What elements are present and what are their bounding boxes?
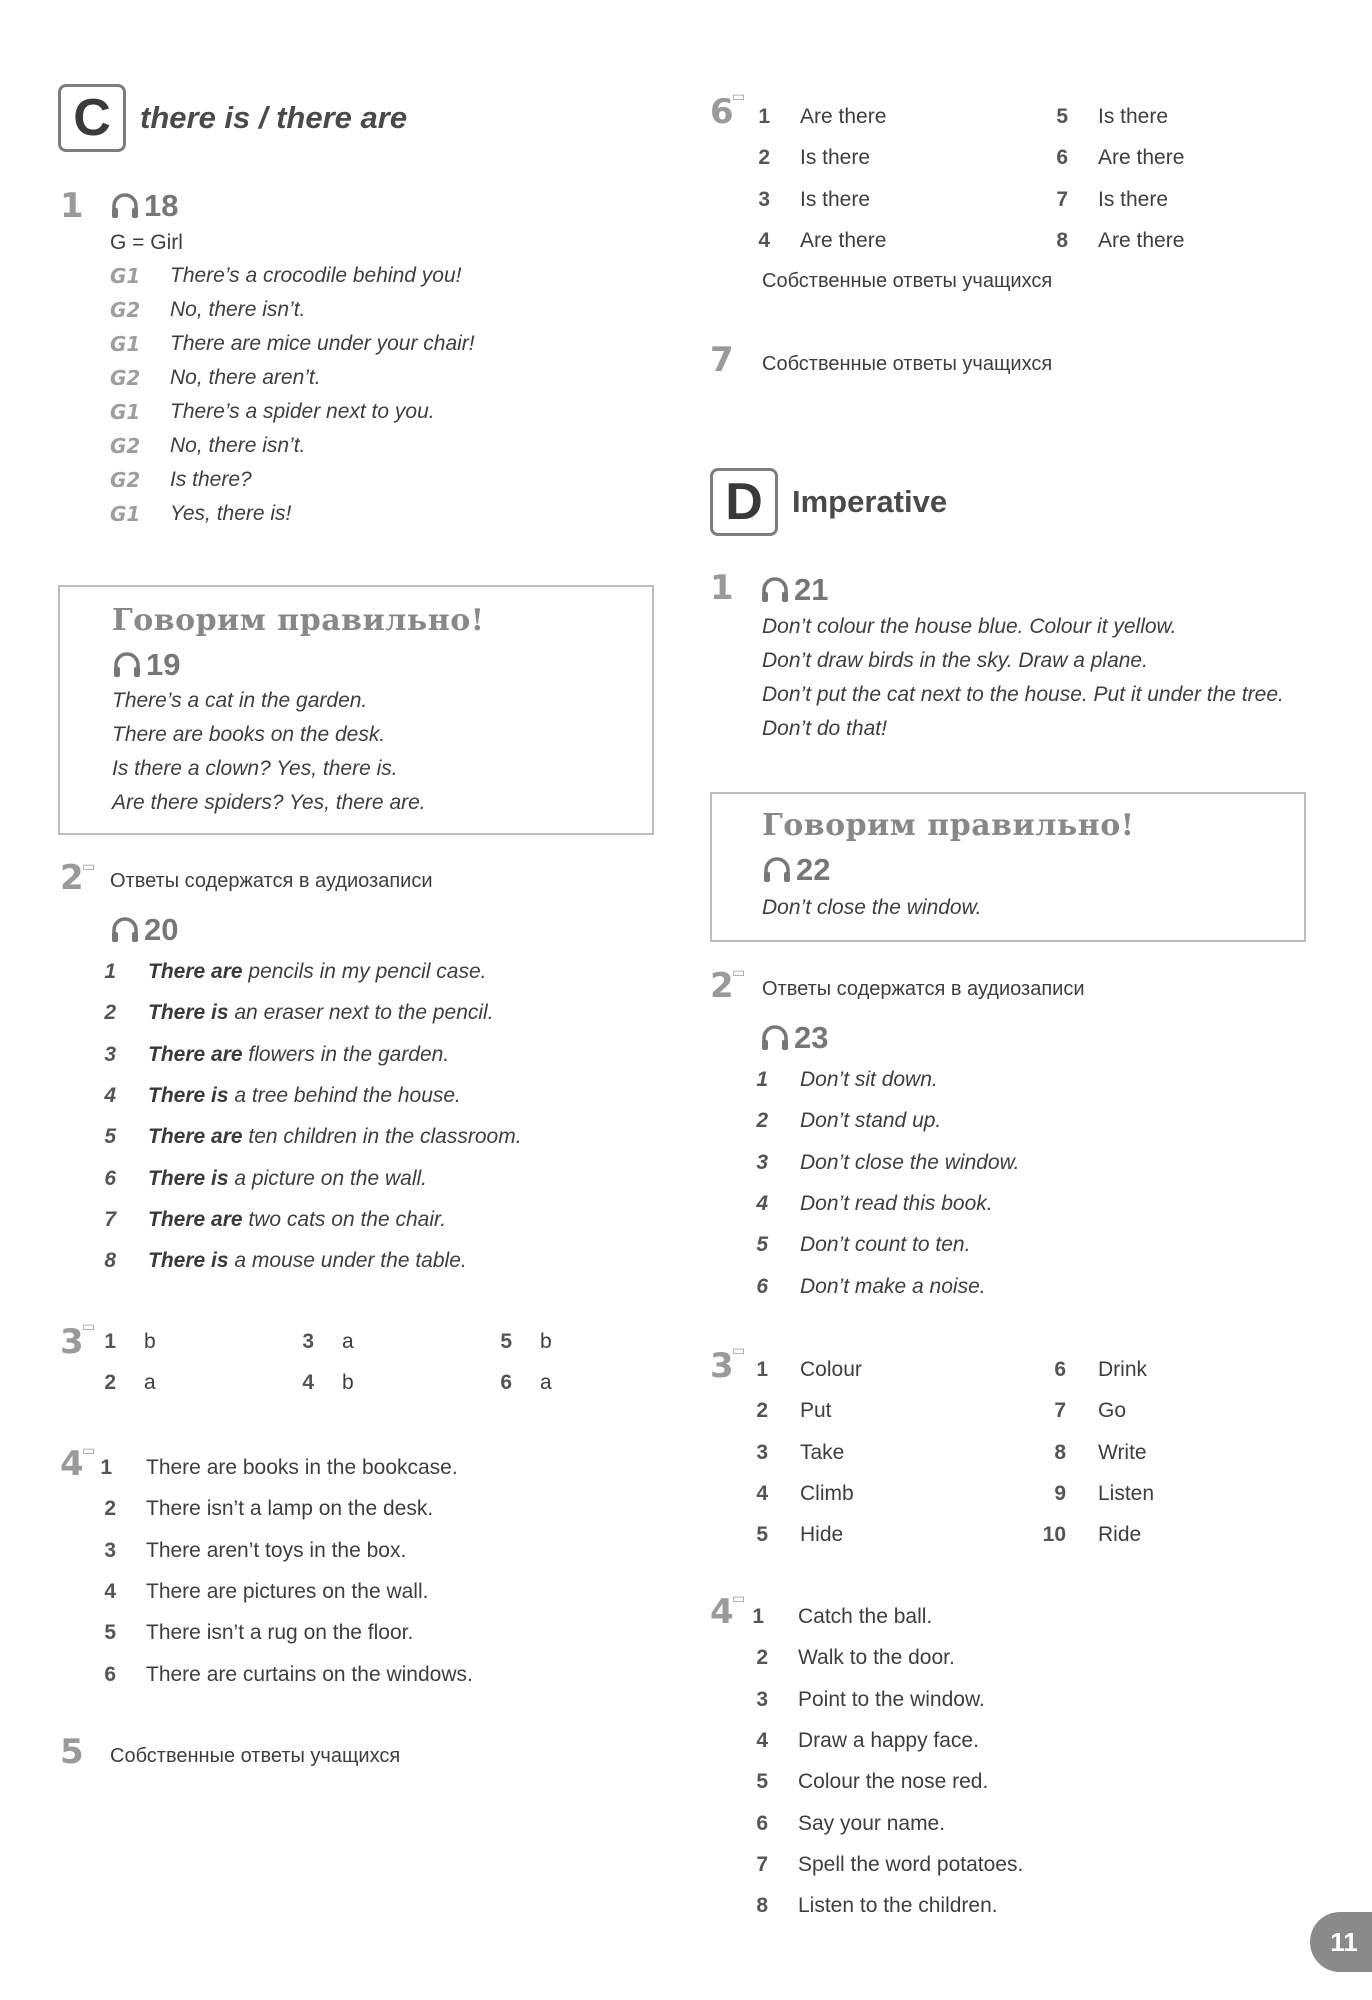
- item-number: 4: [104, 1083, 116, 1107]
- item-number: 3: [756, 1440, 768, 1464]
- item-number: 2: [104, 1001, 116, 1025]
- answer-line: Is there: [1098, 187, 1169, 211]
- exercise-number: 3: [60, 1322, 84, 1362]
- item-number: 6: [756, 1274, 768, 1298]
- answer-line: There isn’t a rug on the floor.: [146, 1621, 414, 1645]
- box-line: Are there spiders? Yes, there are.: [112, 791, 426, 814]
- item-number: 6: [1056, 146, 1068, 170]
- answer-line: Walk to the door.: [798, 1646, 955, 1670]
- item-number: 4: [104, 1579, 116, 1603]
- answer-bold: There are: [148, 1042, 243, 1066]
- item-number: 1: [104, 960, 116, 983]
- answer-line: Don’t close the window.: [800, 1150, 1020, 1174]
- imperative-line: Don’t do that!: [762, 717, 887, 740]
- speech-bubble-icon: ▭: [82, 1318, 96, 1334]
- answer-letter: b: [144, 1330, 156, 1353]
- speaker-label: G2: [110, 468, 141, 492]
- answer-rest: a tree behind the house.: [228, 1083, 461, 1107]
- answer-line: Catch the ball.: [798, 1605, 933, 1628]
- answer-line: [148, 1043, 449, 1067]
- item-number: 3: [104, 1538, 116, 1562]
- answer-line: Ride: [1098, 1523, 1142, 1547]
- imperative-line: Don’t colour the house blue. Colour it yellow.: [762, 615, 1177, 638]
- speech-bubble-icon: ▭: [732, 1590, 746, 1606]
- item-number: 2: [756, 1399, 768, 1423]
- answer-rest: a picture on the wall.: [228, 1166, 427, 1190]
- imperative-line: Don’t put the cat next to the house. Put it under the tree.: [762, 683, 1284, 706]
- box-title: Говорим правильно!: [112, 603, 485, 638]
- exercise-note: Собственные ответы учащихся: [110, 1745, 401, 1767]
- answer-line: Put: [800, 1399, 832, 1423]
- speaker-legend: G = Girl: [110, 231, 183, 254]
- answer-line: [148, 1249, 467, 1273]
- dialogue-line: No, there isn’t.: [170, 298, 306, 321]
- answer-letter: a: [342, 1330, 354, 1353]
- answer-bold: There are: [148, 1125, 243, 1149]
- item-number: 1: [104, 1330, 116, 1353]
- answer-line: Don’t make a noise.: [800, 1274, 986, 1298]
- item-number: 7: [1056, 187, 1068, 211]
- box-line: There’s a cat in the garden.: [112, 689, 368, 712]
- dialogue-line: Yes, there is!: [170, 502, 292, 525]
- item-number: 2: [104, 1497, 116, 1521]
- answer-rest: ten children in the classroom.: [242, 1125, 522, 1149]
- answer-line: Don’t count to ten.: [800, 1233, 971, 1257]
- section-d-header: [710, 468, 947, 536]
- answer-line: [148, 960, 487, 984]
- audio-track: [760, 1020, 828, 1056]
- box-line: There are books on the desk.: [112, 723, 386, 746]
- item-number: 5: [756, 1233, 768, 1257]
- dialogue-line: Is there?: [170, 468, 252, 491]
- answer-rest: pencils in my pencil case.: [242, 960, 487, 983]
- exercise-number: 1: [60, 186, 84, 226]
- speaker-label: G2: [110, 298, 141, 322]
- answer-line: Is there: [1098, 105, 1169, 128]
- answer-line: There are curtains on the windows.: [146, 1662, 473, 1686]
- answer-line: Climb: [800, 1481, 854, 1505]
- audio-track-number: 21: [794, 572, 829, 607]
- item-number: 3: [302, 1330, 314, 1353]
- item-number: 1: [758, 105, 770, 128]
- answer-bold: There are: [148, 960, 243, 983]
- answer-line: Is there: [800, 146, 871, 170]
- item-number: 7: [1054, 1399, 1066, 1423]
- item-number: 1: [756, 1068, 768, 1091]
- answer-line: There isn’t a lamp on the desk.: [146, 1497, 434, 1521]
- speech-bubble-icon: ▭: [732, 88, 746, 104]
- speaker-label: G1: [110, 332, 141, 356]
- item-number: 6: [1054, 1358, 1066, 1381]
- answer-line: Don’t sit down.: [800, 1068, 938, 1091]
- answer-line: [148, 1125, 522, 1149]
- audio-track-number: 22: [796, 852, 831, 887]
- item-number: 5: [756, 1770, 768, 1794]
- speaker-label: G1: [110, 264, 141, 288]
- exercise-number: 5: [60, 1732, 84, 1772]
- item-number: 6: [104, 1166, 116, 1190]
- item-number: 2: [104, 1371, 116, 1394]
- exercise-note: Собственные ответы учащихся: [762, 270, 1053, 292]
- answer-line: [148, 1208, 446, 1232]
- answer-line: Hide: [800, 1523, 844, 1547]
- answer-letter: a: [540, 1371, 552, 1394]
- item-number: 6: [500, 1371, 512, 1394]
- item-number: 5: [104, 1621, 116, 1645]
- item-number: 1: [100, 1456, 112, 1479]
- answer-bold: There is: [148, 1083, 229, 1107]
- audio-track: [110, 188, 178, 224]
- answer-line: [148, 1001, 494, 1025]
- section-letter: D: [710, 468, 778, 536]
- exercise-number: 2: [60, 858, 84, 898]
- item-number: 5: [756, 1523, 768, 1547]
- speech-bubble-icon: ▭: [732, 1342, 746, 1358]
- answer-letter: a: [144, 1371, 156, 1394]
- answer-line: Don’t stand up.: [800, 1109, 942, 1133]
- exercise-number: 6: [710, 92, 734, 132]
- answer-line: Are there: [1098, 146, 1185, 170]
- exercise-note: Ответы содержатся в аудиозаписи: [762, 978, 1085, 1000]
- audio-track: [110, 912, 178, 948]
- exercise-number: 7: [710, 340, 734, 380]
- dialogue-line: There’s a spider next to you.: [170, 400, 435, 423]
- answer-line: [148, 1084, 461, 1108]
- item-number: 5: [1056, 105, 1068, 128]
- item-number: 7: [104, 1207, 116, 1231]
- answer-line: Are there: [1098, 228, 1185, 252]
- answer-line: [148, 1167, 427, 1191]
- exercise-number: 2: [710, 966, 734, 1006]
- audio-track: [762, 852, 830, 888]
- item-number: 8: [756, 1894, 768, 1918]
- speak-correctly-box: [710, 792, 1306, 942]
- box-title: Говорим правильно!: [762, 808, 1135, 843]
- item-number: 10: [1042, 1523, 1066, 1547]
- section-c-header: [58, 84, 407, 152]
- speaker-label: G2: [110, 366, 141, 390]
- speaker-label: G2: [110, 434, 141, 458]
- answer-line: Go: [1098, 1399, 1127, 1423]
- item-number: 4: [756, 1191, 768, 1215]
- item-number: 3: [756, 1687, 768, 1711]
- item-number: 4: [758, 228, 770, 252]
- answer-bold: There is: [148, 1001, 229, 1025]
- answer-line: Listen to the children.: [798, 1894, 998, 1918]
- answer-line: There aren’t toys in the box.: [146, 1538, 407, 1562]
- item-number: 8: [1056, 228, 1068, 252]
- answer-rest: an eraser next to the pencil.: [228, 1001, 494, 1025]
- answer-line: Say your name.: [798, 1811, 946, 1835]
- answer-rest: flowers in the garden.: [242, 1042, 450, 1066]
- speech-bubble-icon: ▭: [82, 1442, 96, 1458]
- item-number: 7: [756, 1852, 768, 1876]
- item-number: 4: [756, 1481, 768, 1505]
- answer-letter: b: [342, 1371, 354, 1394]
- dialogue-line: No, there isn’t.: [170, 434, 306, 457]
- item-number: 2: [756, 1646, 768, 1670]
- item-number: 6: [104, 1662, 116, 1686]
- answer-rest: two cats on the chair.: [242, 1207, 447, 1231]
- answer-line: Spell the word potatoes.: [798, 1852, 1024, 1876]
- answer-line: Are there: [800, 228, 887, 252]
- exercise-number: 3: [710, 1346, 734, 1386]
- answer-bold: There is: [148, 1249, 229, 1273]
- section-title: there is / there are: [140, 100, 408, 135]
- answer-line: Take: [800, 1440, 845, 1464]
- audio-track: [760, 572, 828, 608]
- answer-line: Drink: [1098, 1358, 1148, 1381]
- answer-letter: b: [540, 1330, 552, 1353]
- headphones-icon: [112, 651, 142, 679]
- item-number: 3: [758, 187, 770, 211]
- answer-line: Draw a happy face.: [798, 1728, 979, 1752]
- box-line: Is there a clown? Yes, there is.: [112, 757, 398, 780]
- audio-track-number: 18: [144, 188, 179, 223]
- headphones-icon: [762, 856, 792, 884]
- answer-line: Listen: [1098, 1481, 1155, 1505]
- imperative-line: Don’t draw birds in the sky. Draw a plane.: [762, 649, 1148, 672]
- answer-line: Colour the nose red.: [798, 1770, 989, 1794]
- item-number: 6: [756, 1811, 768, 1835]
- speech-bubble-icon: ▭: [732, 964, 746, 980]
- item-number: 1: [752, 1605, 764, 1628]
- exercise-number: 4: [710, 1592, 734, 1632]
- page-number: 11: [1310, 1912, 1372, 1972]
- exercise-number: 1: [710, 568, 734, 608]
- answer-line: Point to the window.: [798, 1687, 985, 1711]
- headphones-icon: [110, 916, 140, 944]
- dialogue-line: There are mice under your chair!: [170, 332, 475, 355]
- speech-bubble-icon: ▭: [82, 858, 96, 874]
- section-letter: C: [58, 84, 126, 152]
- item-number: 3: [104, 1042, 116, 1066]
- speaker-label: G1: [110, 502, 141, 526]
- item-number: 8: [1054, 1440, 1066, 1464]
- answer-line: Colour: [800, 1358, 862, 1381]
- speak-correctly-box: [58, 585, 654, 835]
- box-line: Don’t close the window.: [762, 896, 982, 919]
- section-title: Imperative: [792, 484, 948, 519]
- item-number: 3: [756, 1150, 768, 1174]
- item-number: 1: [756, 1358, 768, 1381]
- answer-line: There are books in the bookcase.: [146, 1456, 458, 1479]
- exercise-note: Ответы содержатся в аудиозаписи: [110, 870, 433, 892]
- answer-bold: There are: [148, 1207, 243, 1231]
- item-number: 8: [104, 1249, 116, 1273]
- audio-track: [112, 647, 180, 683]
- audio-track-number: 19: [146, 647, 181, 682]
- answer-line: There are pictures on the wall.: [146, 1579, 429, 1603]
- item-number: 2: [756, 1109, 768, 1133]
- answer-line: Write: [1098, 1440, 1147, 1464]
- dialogue-line: No, there aren’t.: [170, 366, 321, 389]
- item-number: 2: [758, 146, 770, 170]
- item-number: 9: [1054, 1481, 1066, 1505]
- answer-line: Don’t read this book.: [800, 1191, 993, 1215]
- answer-line: Is there: [800, 187, 871, 211]
- answer-bold: There is: [148, 1166, 229, 1190]
- item-number: 4: [302, 1371, 314, 1394]
- headphones-icon: [760, 1024, 790, 1052]
- speaker-label: G1: [110, 400, 141, 424]
- answer-line: Are there: [800, 105, 887, 128]
- audio-track-number: 20: [144, 912, 179, 947]
- item-number: 5: [104, 1125, 116, 1149]
- answer-rest: a mouse under the table.: [228, 1249, 467, 1273]
- dialogue-line: There’s a crocodile behind you!: [170, 264, 462, 287]
- headphones-icon: [110, 192, 140, 220]
- item-number: 4: [756, 1728, 768, 1752]
- headphones-icon: [760, 576, 790, 604]
- audio-track-number: 23: [794, 1020, 829, 1055]
- exercise-number: 4: [60, 1444, 84, 1484]
- item-number: 5: [500, 1330, 512, 1353]
- exercise-note: Собственные ответы учащихся: [762, 353, 1053, 375]
